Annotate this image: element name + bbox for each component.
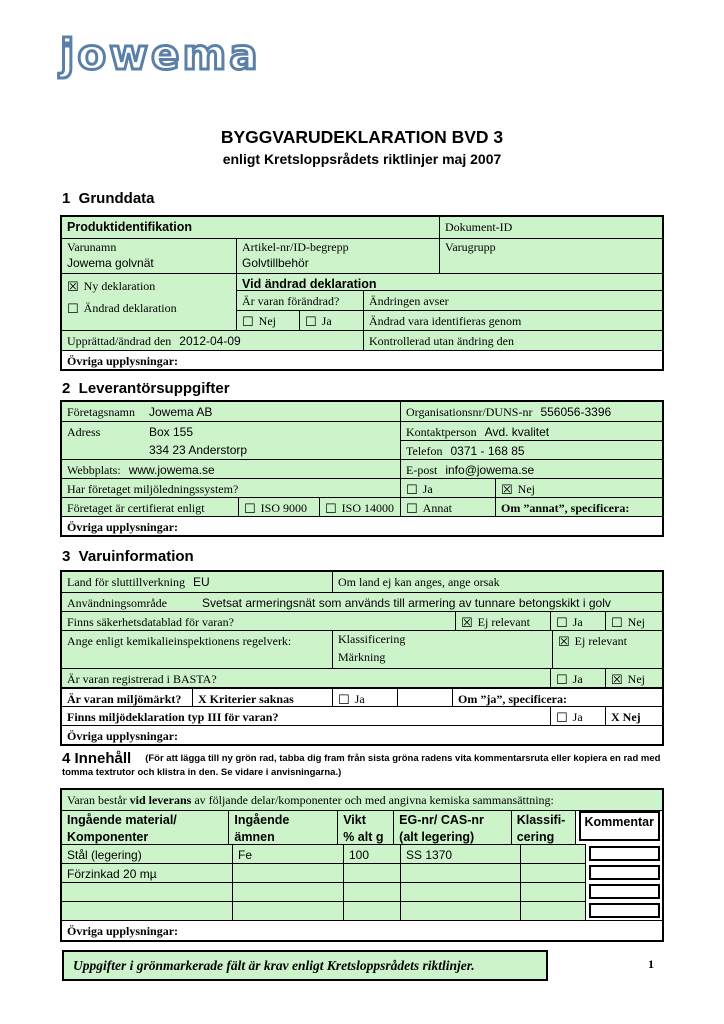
sakerhetsdatablad-nej-cell: [605, 612, 662, 630]
material-cell: [62, 844, 232, 863]
telefon-value: 0371 - 168 85: [450, 444, 525, 459]
header-vikt-line2: % alt g: [343, 829, 384, 844]
header-material-line2: Komponenter: [67, 829, 149, 844]
ovriga-upplysningar-label: Övriga upplysningar:: [67, 924, 179, 938]
table-row: [62, 421, 662, 459]
table-row: [62, 516, 662, 535]
material-value: Stål (legering): [67, 848, 142, 862]
epost-cell: [400, 460, 662, 478]
andringen-avser-label: Ändringen avser: [369, 294, 449, 308]
table-row: [62, 611, 662, 630]
miljomarkt-empty-cell: [397, 689, 452, 706]
header-egnr-cell: [393, 811, 511, 844]
table-subrow: [236, 310, 662, 330]
webbplats-value: www.jowema.se: [128, 463, 215, 477]
header-material-line1: Ingående material/: [67, 813, 177, 827]
miljodeklaration-ja-checkbox: ☐: [556, 711, 568, 725]
artikelnr-label: Artikel-nr/ID-begrepp: [242, 240, 349, 254]
produktidentifikation-label: Produktidentifikation: [67, 220, 192, 234]
anvandningsomrade-value: Svetsat armeringsnät som används till armering av tunnare betongskikt i golv: [202, 596, 611, 610]
ovriga-upplysningar-cell: [62, 517, 662, 535]
klassificering-cell: [520, 844, 585, 863]
basta-nej-checkbox: ☒: [611, 673, 623, 687]
kemikalie-ej-relevant-cell: [552, 631, 662, 668]
kriterier-saknas-label: X Kriterier saknas: [198, 692, 294, 706]
sakerhetsdatablad-ej-relevant-label: Ej relevant: [477, 615, 530, 629]
sakerhetsdatablad-ja-cell: [550, 612, 605, 630]
sakerhetsdatablad-nej-label: Nej: [627, 615, 645, 629]
varuinformation-table: [60, 570, 664, 746]
forandrad-ja-cell: [299, 311, 363, 330]
kommentar-value: [589, 865, 660, 880]
upprattad-cell: [62, 331, 363, 350]
basta-nej-cell: [605, 669, 662, 687]
ovriga-upplysningar-cell: [62, 921, 662, 940]
kemikalie-ej-relevant-checkbox: ☒: [558, 635, 570, 650]
table-row: [62, 790, 662, 810]
table-row: [62, 668, 662, 687]
upprattad-label: Upprättad/ändrad den: [67, 334, 172, 348]
intro-bold: vid leverans: [129, 793, 192, 807]
kontakt-block: [400, 422, 662, 459]
header-kommentar-label: Kommentar: [579, 811, 660, 841]
ny-deklaration-checkbox: ☒: [67, 280, 79, 295]
egnr-value: SS 1370: [406, 848, 453, 862]
kontrollerad-cell: [363, 331, 662, 350]
dokument-id-label: Dokument-ID: [445, 220, 513, 234]
table-row: [62, 882, 662, 901]
jowema-logo: jowema: [60, 30, 261, 79]
header-klassificering-cell: [511, 811, 575, 844]
kemikalie-cell: [62, 631, 332, 668]
annat-checkbox: ☐: [406, 502, 418, 516]
leverantor-table: [60, 400, 664, 537]
vikt-value: 100: [349, 848, 370, 862]
ovriga-upplysningar-cell: [62, 351, 662, 369]
table-row: [62, 459, 662, 478]
produktidentifikation-cell: [62, 217, 439, 238]
iso9000-label: ISO 9000: [260, 501, 307, 515]
andrad-vara-label: Ändrad vara identifieras genom: [369, 314, 522, 328]
basta-nej-label: Nej: [627, 672, 645, 686]
vikt-cell: [343, 901, 400, 920]
miljomarkt-cell: [62, 689, 192, 706]
table-row: [62, 706, 662, 725]
iso14000-cell: [319, 498, 400, 516]
amnen-cell: [232, 882, 343, 901]
forandrad-ja-checkbox: ☐: [305, 315, 317, 330]
kemikalie-label: Ange enligt kemikalieinspektionens regelverk:: [67, 634, 292, 648]
table-row: [62, 273, 662, 330]
vikt-cell: [343, 844, 400, 863]
kontrollerad-label: Kontrollerad utan ändring den: [369, 334, 514, 348]
table-header-row: [62, 810, 662, 844]
basta-label: Är varan registrerad i BASTA?: [67, 672, 217, 686]
egnr-cell: [400, 863, 520, 882]
webbplats-label: Webbplats:: [67, 463, 121, 477]
varunamn-value: Jowema golvnät: [67, 255, 154, 270]
miljoledning-nej-checkbox: ☒: [501, 483, 513, 497]
ovriga-upplysningar-label: Övriga upplysningar:: [67, 729, 179, 743]
header-amnen-label: Ingående ämnen: [234, 813, 290, 844]
miljomarkt-ja-checkbox: ☐: [338, 693, 350, 706]
certifierat-cell: [62, 498, 238, 516]
om-ja-cell: [452, 689, 662, 706]
kommentar-value: [589, 884, 660, 899]
om-land-label: Om land ej kan anges, ange orsak: [338, 575, 500, 589]
varugrupp-cell: [439, 239, 662, 273]
intro-pre: Varan består: [67, 793, 130, 807]
miljoledning-nej-cell: [495, 479, 662, 497]
telefon-label: Telefon: [406, 444, 443, 459]
forandrad-nej-cell: [236, 311, 299, 330]
innehall-intro-cell: [62, 790, 662, 810]
varunamn-cell: [62, 239, 236, 273]
foretagsnamn-value: Jowema AB: [149, 405, 213, 419]
dokument-id-cell: [439, 217, 662, 238]
miljoledning-nej-label: Nej: [517, 482, 535, 496]
page-number: 1: [648, 957, 654, 971]
table-row: [62, 844, 662, 863]
organisationsnr-value: 556056-3396: [540, 405, 612, 419]
sakerhetsdatablad-ja-label: Ja: [572, 615, 583, 629]
miljodeklaration-nej-label: X Nej: [611, 710, 641, 724]
miljodeklaration-nej-cell: [605, 707, 662, 725]
amnen-value: Fe: [238, 848, 253, 862]
table-row: [62, 863, 662, 882]
organisationsnr-label: Organisationsnr/DUNS-nr: [406, 405, 533, 419]
egnr-cell: [400, 901, 520, 920]
title-block: [0, 127, 724, 167]
miljodeklaration-ja-cell: [550, 707, 605, 725]
section-4-heading-block: [62, 750, 666, 780]
adress-label: Adress: [67, 425, 101, 439]
table-subrow: [236, 290, 662, 310]
header-amnen-cell: [228, 811, 337, 844]
table-row: [62, 478, 662, 497]
kommentar-strip: [585, 844, 662, 863]
section-2-heading: 2 Leverantörsuppgifter: [62, 380, 230, 397]
om-land-cell: [332, 572, 662, 592]
header-vikt-cell: [337, 811, 393, 844]
kommentar-value: [589, 903, 660, 918]
basta-cell: [62, 669, 550, 687]
klassificering-cell: [520, 901, 585, 920]
anvandningsomrade-cell: [62, 593, 662, 611]
section-4-note: (För att lägga till ny grön rad, tabba dig fram från sista gröna radens vita kommentarsruta eller kopiera en rad med tomma textrutor och klistra in den. Se vidare i anvisningarna.): [62, 753, 661, 778]
amnen-cell: [232, 863, 343, 882]
document-title: BYGGVARUDEKLARATION BVD 3: [220, 127, 504, 147]
om-annat-cell: [495, 498, 662, 516]
miljodeklaration-ja-label: Ja: [572, 710, 583, 724]
amnen-cell: [232, 901, 343, 920]
kriterier-saknas-cell: [192, 689, 332, 706]
epost-label: E-post: [406, 463, 438, 477]
kemikalie-ej-relevant-label: Ej relevant: [574, 634, 627, 648]
ar-varan-forandrad-cell: [236, 291, 363, 310]
miljoledning-cell: [62, 479, 400, 497]
table-row: [62, 687, 662, 706]
basta-ja-cell: [550, 669, 605, 687]
markning-label: Märkning: [338, 649, 386, 664]
iso9000-checkbox: ☐: [244, 502, 256, 516]
annat-label: Annat: [422, 501, 452, 515]
varunamn-label: Varunamn: [67, 240, 117, 254]
om-ja-label: Om ”ja”, specificera:: [458, 692, 567, 706]
vid-andrad-header-cell: [236, 274, 662, 290]
egnr-cell: [400, 844, 520, 863]
forandrad-nej-label: Nej: [258, 314, 276, 328]
material-cell: [62, 882, 232, 901]
header-kommentar-strip: [575, 811, 662, 844]
land-label: Land för sluttillverkning: [67, 575, 185, 589]
header-material-cell: [62, 811, 228, 844]
table-row: [62, 592, 662, 611]
table-row: [62, 238, 662, 273]
material-cell: [62, 863, 232, 882]
basta-ja-label: Ja: [572, 672, 583, 686]
material-cell: [62, 901, 232, 920]
sakerhetsdatablad-ej-relevant-checkbox: ☒: [461, 616, 473, 630]
om-annat-label: Om ”annat”, specificera:: [501, 501, 630, 515]
miljoledning-ja-cell: [400, 479, 495, 497]
sakerhetsdatablad-nej-checkbox: ☐: [611, 616, 623, 630]
iso9000-cell: [238, 498, 319, 516]
miljomarkt-ja-label: Ja: [354, 692, 365, 706]
sakerhetsdatablad-cell: [62, 612, 455, 630]
table-row: [62, 572, 662, 592]
vid-andrad-block: [236, 274, 662, 330]
header-klassificering-line1: Klassifi-: [516, 813, 566, 827]
iso14000-label: ISO 14000: [341, 501, 394, 515]
header-egnr-line2: (alt legering): [399, 829, 475, 844]
certifierat-label: Företaget är certifierat enligt: [67, 501, 205, 515]
egnr-cell: [400, 882, 520, 901]
amnen-cell: [232, 844, 343, 863]
innehall-table: [60, 788, 664, 942]
adress-cell: [62, 422, 400, 459]
foretagsnamn-label: Företagsnamn: [67, 405, 135, 419]
basta-ja-checkbox: ☐: [556, 673, 568, 687]
miljoledning-label: Har företaget miljöledningssystem?: [67, 482, 239, 496]
ovriga-upplysningar-cell: [62, 726, 662, 744]
ar-varan-forandrad-label: Är varan förändrad?: [242, 294, 340, 308]
table-row: [62, 630, 662, 668]
forandrad-ja-label: Ja: [321, 314, 332, 328]
anvandningsomrade-label: Användningsområde: [67, 596, 167, 610]
kontaktperson-value: Avd. kvalitet: [484, 425, 550, 439]
footer-note-box: [62, 950, 548, 981]
deklaration-typ-cell: [62, 274, 236, 330]
land-value: EU: [192, 575, 210, 589]
andrad-deklaration-checkbox: ☐: [67, 302, 79, 317]
klassificering-cell: [520, 882, 585, 901]
material-value: Förzinkad 20 mµ: [67, 867, 157, 881]
kontaktperson-cell: [400, 422, 662, 440]
table-row: [62, 725, 662, 744]
miljoledning-ja-label: Ja: [422, 482, 433, 496]
table-row: [62, 402, 662, 421]
vid-andrad-header: Vid ändrad deklaration: [242, 277, 377, 290]
artikelnr-value: Golvtillbehör: [242, 255, 309, 270]
miljomarkt-label: Är varan miljömärkt?: [67, 692, 182, 706]
miljoledning-ja-checkbox: ☐: [406, 483, 418, 497]
epost-value: info@jowema.se: [445, 463, 535, 477]
adress-value-1: Box 155: [149, 425, 194, 439]
table-row: [62, 497, 662, 516]
iso14000-checkbox: ☐: [325, 502, 337, 516]
miljomarkt-ja-cell: [332, 689, 397, 706]
land-cell: [62, 572, 332, 592]
sakerhetsdatablad-ja-checkbox: ☐: [556, 616, 568, 630]
document-subtitle: enligt Kretsloppsrådets riktlinjer maj 2007: [222, 151, 502, 167]
section-1-heading: 1 Grunddata: [62, 190, 155, 207]
klassificering-cell: [520, 863, 585, 882]
kommentar-value: [589, 846, 660, 861]
footer-note-text: Uppgifter i grönmarkerade fält är krav enligt Kretsloppsrådets riktlinjer.: [73, 957, 475, 973]
kommentar-strip: [585, 901, 662, 920]
intro-post: av följande delar/komponenter och med angivna kemiska sammansättning:: [191, 793, 554, 807]
miljodeklaration-label: Finns miljödeklaration typ III för varan?: [67, 710, 279, 724]
table-row: [62, 920, 662, 940]
section-3-heading: 3 Varuinformation: [62, 548, 194, 565]
foretagsnamn-cell: [62, 402, 400, 421]
webbplats-cell: [62, 460, 400, 478]
sakerhetsdatablad-ej-relevant-cell: [455, 612, 550, 630]
vikt-cell: [343, 863, 400, 882]
grunddata-table: [60, 215, 664, 371]
kommentar-strip: [585, 863, 662, 882]
annat-cell: [400, 498, 495, 516]
kontaktperson-label: Kontaktperson: [406, 425, 477, 439]
andrad-vara-cell: [363, 311, 662, 330]
table-row: [62, 350, 662, 369]
header-egnr-line1: EG-nr/ CAS-nr: [399, 813, 484, 827]
varugrupp-label: Varugrupp: [445, 240, 496, 254]
telefon-cell: [400, 440, 662, 459]
vikt-cell: [343, 882, 400, 901]
andringen-avser-cell: [363, 291, 662, 310]
organisationsnr-cell: [400, 402, 662, 421]
andrad-deklaration-label: Ändrad deklaration: [83, 301, 177, 315]
artikelnr-cell: [236, 239, 439, 273]
klassificering-markning-cell: [332, 631, 552, 668]
table-row: [62, 217, 662, 238]
sakerhetsdatablad-label: Finns säkerhetsdatablad för varan?: [67, 615, 234, 629]
header-vikt-line1: Vikt: [343, 813, 366, 827]
ovriga-upplysningar-label: Övriga upplysningar:: [67, 354, 179, 368]
kommentar-strip: [585, 882, 662, 901]
ny-deklaration-label: Ny deklaration: [83, 279, 156, 293]
forandrad-nej-checkbox: ☐: [242, 315, 254, 330]
table-row: [62, 901, 662, 920]
miljodeklaration-cell: [62, 707, 550, 725]
section-4-heading: 4 Innehåll: [62, 750, 132, 767]
ovriga-upplysningar-label: Övriga upplysningar:: [67, 520, 179, 534]
klassificering-label: Klassificering: [338, 632, 406, 646]
adress-value-2: 334 23 Anderstorp: [149, 443, 248, 457]
table-row: [62, 330, 662, 350]
upprattad-value: 2012-04-09: [179, 334, 241, 348]
header-klassificering-line2: cering: [516, 829, 555, 844]
